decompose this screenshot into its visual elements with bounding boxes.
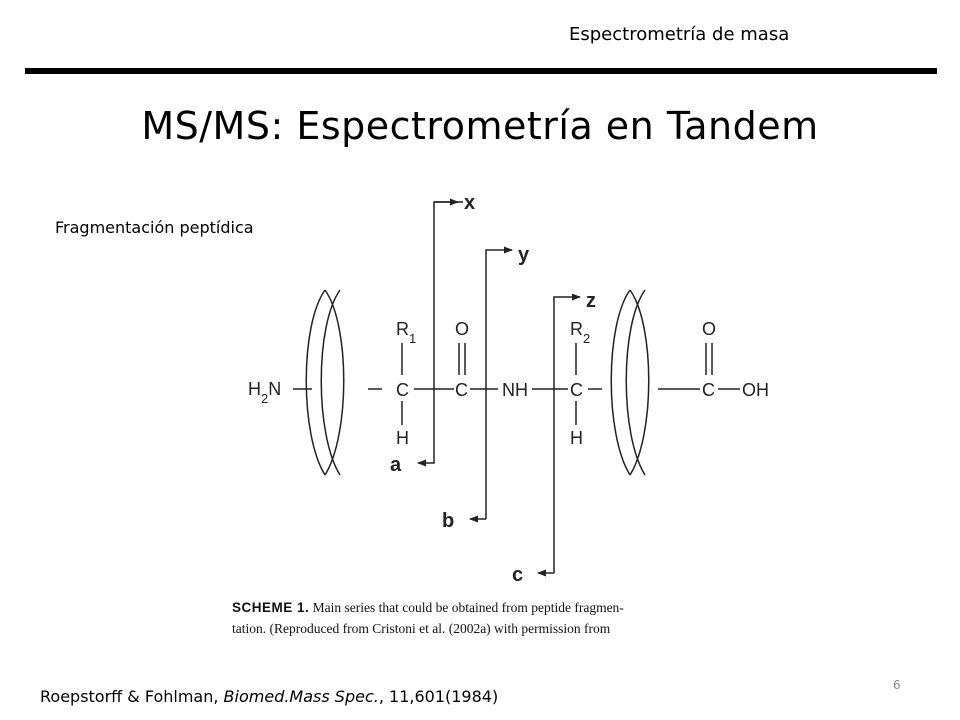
ion-a-label: a xyxy=(390,454,402,476)
amide-label: NH xyxy=(502,380,528,400)
ion-b-label: b xyxy=(442,510,455,532)
c-carboxyl: C xyxy=(702,380,715,400)
ion-z-label: z xyxy=(586,290,596,312)
c-alpha-2: C xyxy=(570,380,583,400)
h-alpha-1: H xyxy=(396,428,409,448)
ion-x-label: x xyxy=(464,192,476,214)
peptide-fragmentation-scheme xyxy=(230,185,830,645)
o-label-2: O xyxy=(702,319,717,339)
o-label-1: O xyxy=(455,319,470,339)
h-alpha-2: H xyxy=(570,428,583,448)
left-bracket xyxy=(306,290,344,475)
citation-authors: Roepstorff & Fohlman, xyxy=(40,687,224,706)
slide-title: MS/MS: Espectrometría en Tandem xyxy=(141,104,819,148)
r2-label: $R_2$ xyxy=(570,319,591,346)
c-carbonyl-1: C xyxy=(455,380,468,400)
oh-label: OH xyxy=(742,380,769,400)
n-terminus-label: $H_2N$ xyxy=(248,379,282,406)
scheme-caption-line-1 xyxy=(232,600,624,616)
slide-subtitle: Fragmentación peptídica xyxy=(55,218,254,237)
citation xyxy=(40,687,498,706)
right-bracket xyxy=(611,290,649,475)
header-label: Espectrometría de masa xyxy=(569,24,790,45)
ion-c-label: c xyxy=(512,564,524,586)
header-divider xyxy=(25,68,937,74)
c-alpha-1: C xyxy=(396,380,409,400)
scheme-caption-line-2: tation. (Reproduced from Cristoni et al. (2002a) with permission from xyxy=(232,621,611,636)
citation-ref: , 11,601(1984) xyxy=(378,687,499,706)
citation-journal: Biomed.Mass Spec. xyxy=(223,687,379,706)
scheme-caption-text-1: Main series that could be obtained from peptide fragmen- xyxy=(312,600,624,615)
ion-y-label: y xyxy=(518,244,530,266)
page-number: 6 xyxy=(893,678,901,692)
scheme-caption-label: SCHEME 1. xyxy=(232,600,310,615)
r1-label: $R_1$ xyxy=(396,319,417,346)
